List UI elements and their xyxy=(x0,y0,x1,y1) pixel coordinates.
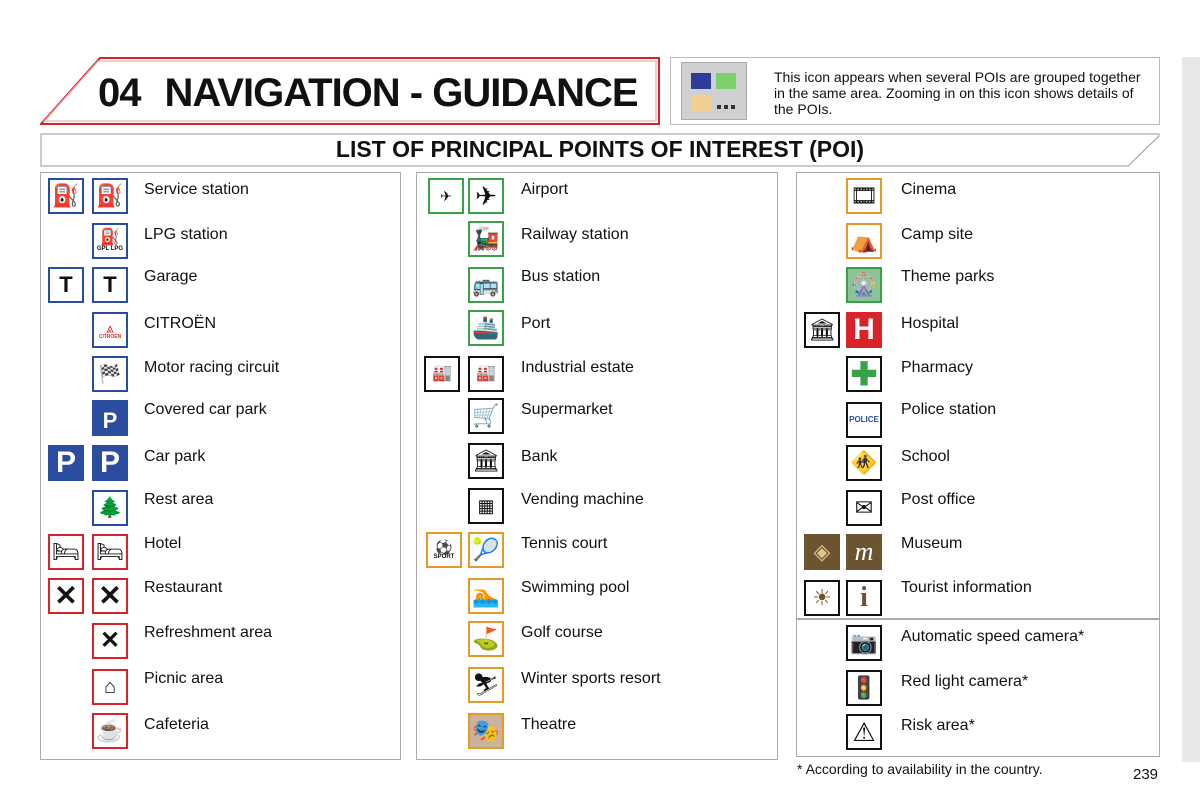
lpg-pump-icon: ⛽ GPL LPG xyxy=(92,223,128,259)
info-icon: i xyxy=(846,580,882,616)
speed-camera-icon: 📷 xyxy=(846,625,882,661)
bus-icon: 🚌 xyxy=(468,267,504,303)
poi-label: Police station xyxy=(901,401,997,418)
poi-row xyxy=(40,574,400,618)
section-header xyxy=(40,133,1160,167)
bed-icon: 🛏 xyxy=(92,534,128,570)
poi-label: Vending machine xyxy=(521,491,644,508)
page-edge-strip xyxy=(1182,57,1200,762)
grouped-poi-description: This icon appears when several POIs are grouped together in the same area. Zooming in on this icon shows details of the POIs. xyxy=(774,69,1141,117)
parking-icon: P xyxy=(92,445,128,481)
poi-label: Motor racing circuit xyxy=(144,359,280,376)
hospital-building-icon: 🏛 xyxy=(804,312,840,348)
poi-row xyxy=(796,574,1156,618)
poi-label: Garage xyxy=(144,268,198,285)
poi-row xyxy=(796,263,1156,307)
museum-m-icon: m xyxy=(846,534,882,570)
poi-row xyxy=(416,574,776,618)
poi-row xyxy=(416,530,776,574)
transport-hub-icon: ✈ xyxy=(428,178,464,214)
poi-row xyxy=(40,619,400,663)
poi-label: Refreshment area xyxy=(144,624,273,641)
skier-icon: ⛷ xyxy=(468,667,504,703)
poi-row xyxy=(40,176,400,220)
poi-row xyxy=(416,310,776,354)
camp-site-icon: ⛺ xyxy=(846,223,882,259)
hospital-h-icon: H xyxy=(846,312,882,348)
poi-row xyxy=(416,396,776,440)
chapter-name: NAVIGATION - GUIDANCE xyxy=(164,71,638,115)
ferris-wheel-icon: 🎡 xyxy=(846,267,882,303)
poi-row xyxy=(40,443,400,487)
chapter-header xyxy=(40,57,660,125)
poi-row xyxy=(796,623,1156,667)
bed-icon: 🛏 xyxy=(48,534,84,570)
poi-label: Bank xyxy=(521,448,558,465)
police-icon: POLICE xyxy=(846,402,882,438)
poi-row xyxy=(416,443,776,487)
poi-row xyxy=(416,354,776,398)
poi-label: Swimming pool xyxy=(521,579,630,596)
grouped-poi-icon xyxy=(681,62,747,120)
section-title: LIST OF PRINCIPAL POINTS OF INTEREST (POI) xyxy=(335,136,865,162)
poi-row xyxy=(796,221,1156,265)
parking-icon: P xyxy=(48,445,84,481)
poi-row xyxy=(416,221,776,265)
poi-row xyxy=(796,668,1156,712)
poi-label: Car park xyxy=(144,448,206,465)
poi-row xyxy=(416,263,776,307)
poi-row xyxy=(40,310,400,354)
poi-label: Bus station xyxy=(521,268,601,285)
spanner-icon: T xyxy=(92,267,128,303)
fuel-pump-icon: ⛽ xyxy=(48,178,84,214)
poi-row xyxy=(416,711,776,755)
poi-label: Industrial estate xyxy=(521,359,634,376)
pharmacy-cross-icon: ✚ xyxy=(846,356,882,392)
poi-row xyxy=(40,396,400,440)
school-children-icon: 🚸 xyxy=(846,445,882,481)
page-number: 239 xyxy=(1133,766,1159,783)
poi-label: Risk area* xyxy=(901,717,975,734)
poi-row xyxy=(40,221,400,265)
lighthouse-icon: ☀ xyxy=(804,580,840,616)
poi-row xyxy=(416,176,776,220)
racing-circuit-icon: 🏁 xyxy=(92,356,128,392)
grouped-poi-note xyxy=(670,57,1160,125)
poi-label: Hospital xyxy=(901,315,959,332)
covered-parking-icon: P xyxy=(92,400,128,436)
poi-label: CITROËN xyxy=(144,315,216,332)
poi-label: Supermarket xyxy=(521,401,613,418)
poi-label: Hotel xyxy=(144,535,182,552)
poi-row xyxy=(416,665,776,709)
poi-row xyxy=(796,443,1156,487)
poi-row xyxy=(796,712,1156,756)
poi-label: Port xyxy=(521,315,551,332)
poi-label: Railway station xyxy=(521,226,629,243)
poi-row xyxy=(796,530,1156,574)
poi-label: Tennis court xyxy=(521,535,608,552)
poi-label: Cinema xyxy=(901,181,957,198)
factory-icon: 🏭 xyxy=(468,356,504,392)
poi-row xyxy=(796,354,1156,398)
poi-label: Post office xyxy=(901,491,976,508)
poi-label: Pharmacy xyxy=(901,359,974,376)
poi-row xyxy=(40,711,400,755)
cutlery-icon: ✕ xyxy=(48,578,84,614)
risk-area-icon: ⚠ xyxy=(846,714,882,750)
spanner-icon: T xyxy=(48,267,84,303)
bank-icon: 🏛 xyxy=(468,443,504,479)
poi-label: Theatre xyxy=(521,716,577,733)
factory-icon: 🏭 xyxy=(424,356,460,392)
poi-label: LPG station xyxy=(144,226,228,243)
fuel-pump-icon: ⛽ xyxy=(92,178,128,214)
poi-label: Rest area xyxy=(144,491,214,508)
coffee-cup-icon: ☕ xyxy=(92,713,128,749)
poi-row xyxy=(416,619,776,663)
tennis-icon: 🎾 xyxy=(468,532,504,568)
envelope-icon: ✉ xyxy=(846,490,882,526)
red-light-camera-icon: 🚦 xyxy=(846,670,882,706)
poi-row xyxy=(40,530,400,574)
poi-label: Cafeteria xyxy=(144,716,209,733)
airplane-icon: ✈ xyxy=(468,178,504,214)
footnote: * According to availability in the country. xyxy=(797,761,1043,777)
poi-row xyxy=(416,486,776,530)
refreshment-icon: ✕ xyxy=(92,623,128,659)
poi-label: School xyxy=(901,448,950,465)
sport-icon: ⚽ SPORT xyxy=(426,532,462,568)
poi-row xyxy=(796,486,1156,530)
chapter-title xyxy=(98,71,638,116)
poi-row xyxy=(40,263,400,307)
poi-label: Theme parks xyxy=(901,268,995,285)
poi-row xyxy=(796,396,1156,440)
ship-icon: 🚢 xyxy=(468,310,504,346)
poi-label: Covered car park xyxy=(144,401,267,418)
poi-label: Golf course xyxy=(521,624,603,641)
poi-label: Service station xyxy=(144,181,249,198)
rest-area-icon: 🌲 xyxy=(92,490,128,526)
monument-icon: ◈ xyxy=(804,534,840,570)
poi-label: Restaurant xyxy=(144,579,223,596)
poi-row xyxy=(40,354,400,398)
swimmer-icon: 🏊 xyxy=(468,578,504,614)
poi-label: Picnic area xyxy=(144,670,224,687)
train-icon: 🚂 xyxy=(468,221,504,257)
film-icon: 🎞 xyxy=(846,178,882,214)
poi-row xyxy=(796,310,1156,354)
chapter-number: 04 xyxy=(98,71,141,115)
golf-icon: ⛳ xyxy=(468,621,504,657)
picnic-icon: ⌂ xyxy=(92,669,128,705)
vending-machine-icon: ▦ xyxy=(468,488,504,524)
poi-label: Tourist information xyxy=(901,579,1032,596)
poi-label: Museum xyxy=(901,535,963,552)
poi-row xyxy=(40,486,400,530)
shopping-cart-icon: 🛒 xyxy=(468,398,504,434)
poi-label: Airport xyxy=(521,181,569,198)
poi-label: Winter sports resort xyxy=(521,670,661,687)
poi-row xyxy=(796,176,1156,220)
poi-label: Camp site xyxy=(901,226,974,243)
citroen-logo-icon: ⩓ CITROËN xyxy=(92,312,128,348)
cutlery-icon: ✕ xyxy=(92,578,128,614)
theatre-icon: 🎭 xyxy=(468,713,504,749)
poi-label: Red light camera* xyxy=(901,673,1029,690)
poi-row xyxy=(40,665,400,709)
poi-label: Automatic speed camera* xyxy=(901,628,1085,645)
